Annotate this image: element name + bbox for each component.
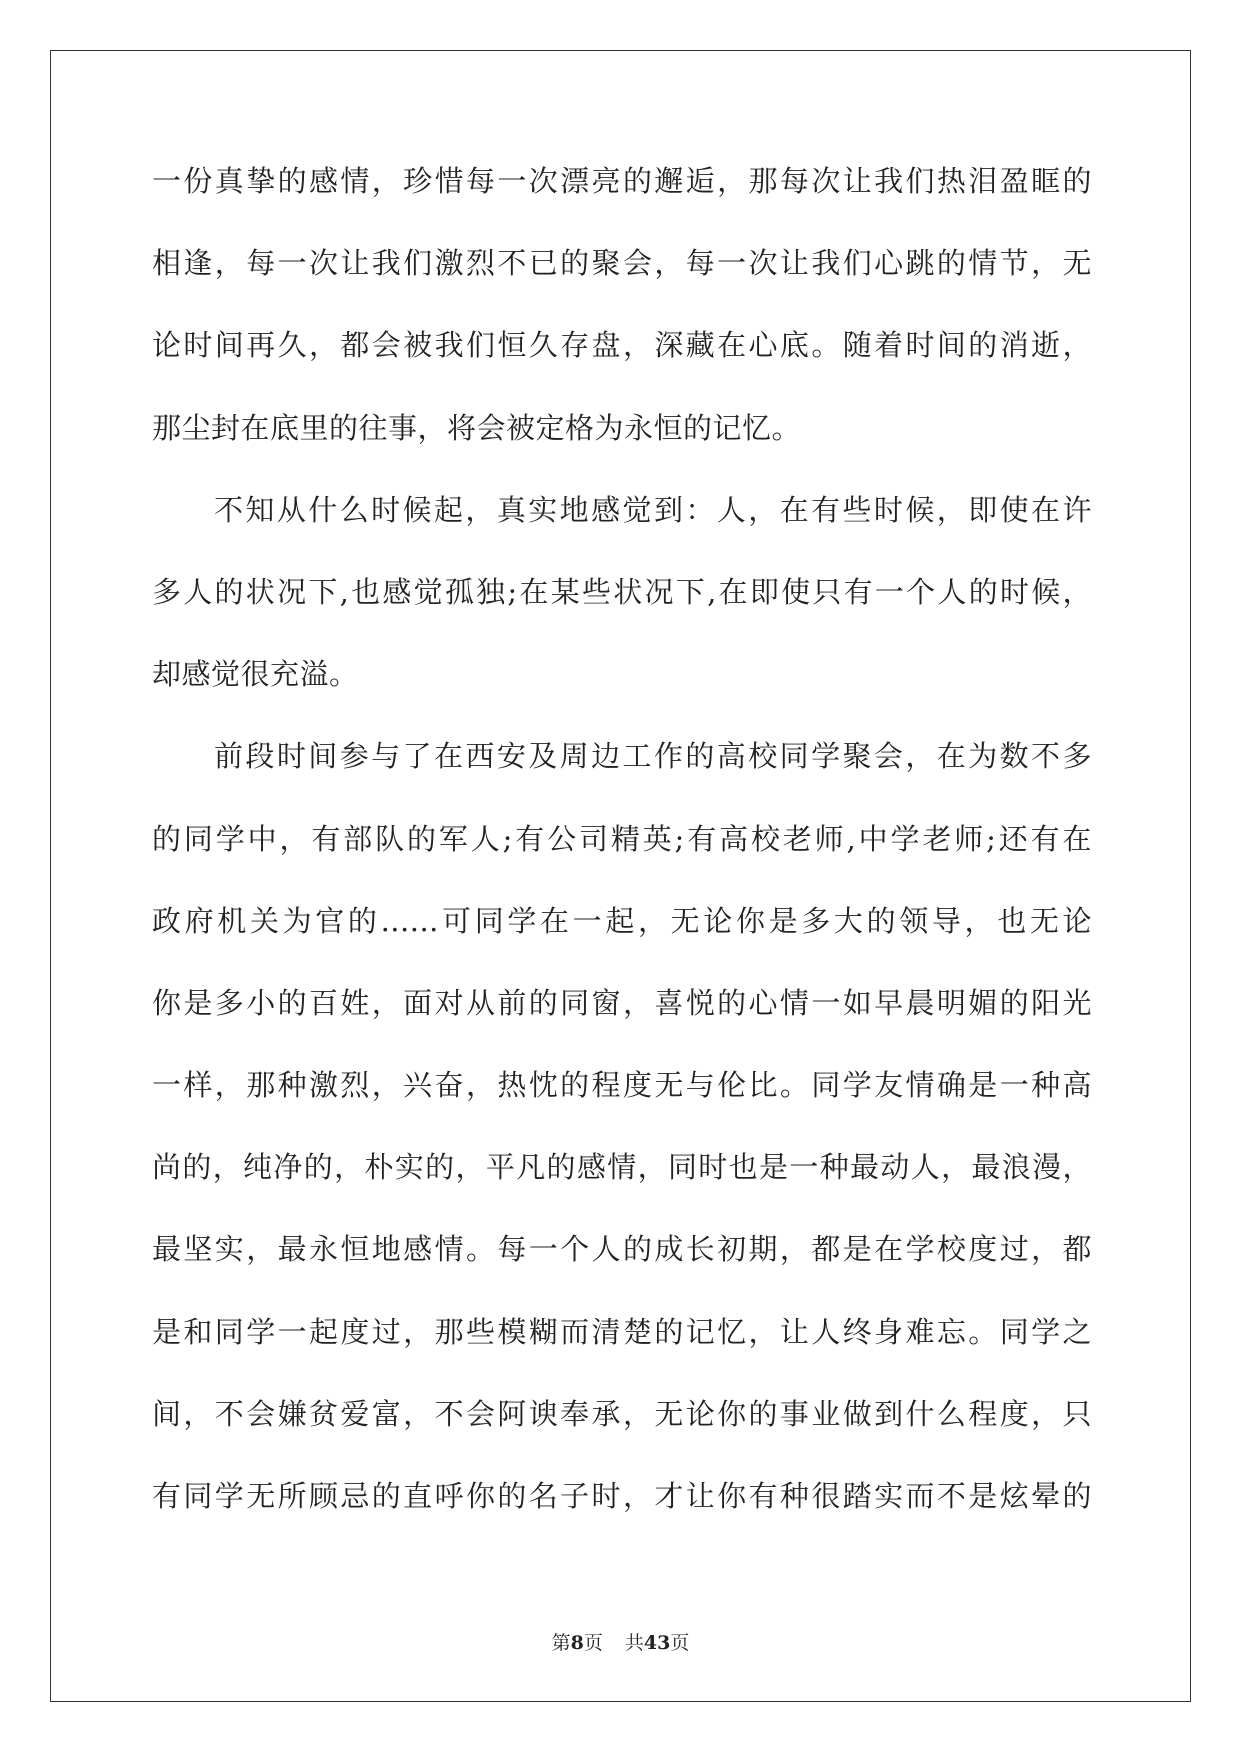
text-line: 政府机关为官的......可同学在一起，无论你是多大的领导，也无论	[152, 903, 1092, 938]
text-line: 有同学无所顾忌的直呼你的名子时，才让你有种很踏实而不是炫晕的	[152, 1479, 1092, 1513]
text-line: 多人的状况下,也感觉孤独;在某些状况下,在即使只有一个人的时候，	[152, 574, 1092, 609]
paragraph-first-line: 不知从什么时候起，真实地感觉到：人，在有些时候，即使在许	[214, 492, 1092, 527]
text-line: 相逢，每一次让我们激烈不已的聚会，每一次让我们心跳的情节，无	[152, 246, 1092, 281]
text-line: 最坚实，最永恒地感情。每一个人的成长初期，都是在学校度过，都	[152, 1232, 1092, 1267]
text-line: 却感觉很充溢。	[152, 657, 359, 692]
paragraph-first-line: 前段时间参与了在西安及周边工作的高校同学聚会，在为数不多	[214, 739, 1092, 774]
page-prefix: 第	[551, 1632, 571, 1654]
text-line: 那尘封在底里的往事，将会被定格为永恒的记忆。	[152, 410, 802, 445]
page-number: 8	[570, 1632, 584, 1654]
text-line: 间，不会嫌贫爱富，不会阿谀奉承，无论你的事业做到什么程度，只	[152, 1396, 1092, 1431]
text-line: 是和同学一起度过，那些模糊而清楚的记忆，让人终身难忘。同学之	[152, 1314, 1092, 1349]
text-line: 论时间再久，都会被我们恒久存盘，深藏在心底。随着时间的消逝，	[152, 328, 1092, 363]
text-line: 的同学中，有部队的军人;有公司精英;有高校老师,中学老师;还有在	[152, 821, 1092, 856]
text-line: 一份真挚的感情，珍惜每一次漂亮的邂逅，那每次让我们热泪盈眶的	[152, 164, 1092, 198]
text-line: 尚的，纯净的，朴实的，平凡的感情，同时也是一种最动人，最浪漫，	[152, 1150, 1092, 1185]
page-suffix: 页	[583, 1632, 603, 1654]
total-pages: 43	[643, 1632, 671, 1654]
total-suffix: 页	[670, 1632, 690, 1654]
page-footer	[0, 1628, 1241, 1655]
text-line: 你是多小的百姓，面对从前的同窗，喜悦的心情一如早晨明媚的阳光	[152, 985, 1092, 1020]
document-body	[152, 159, 1092, 1556]
text-line: 一样，那种激烈，兴奋，热忱的程度无与伦比。同学友情确是一种高	[152, 1068, 1092, 1103]
total-prefix: 共	[624, 1632, 644, 1654]
